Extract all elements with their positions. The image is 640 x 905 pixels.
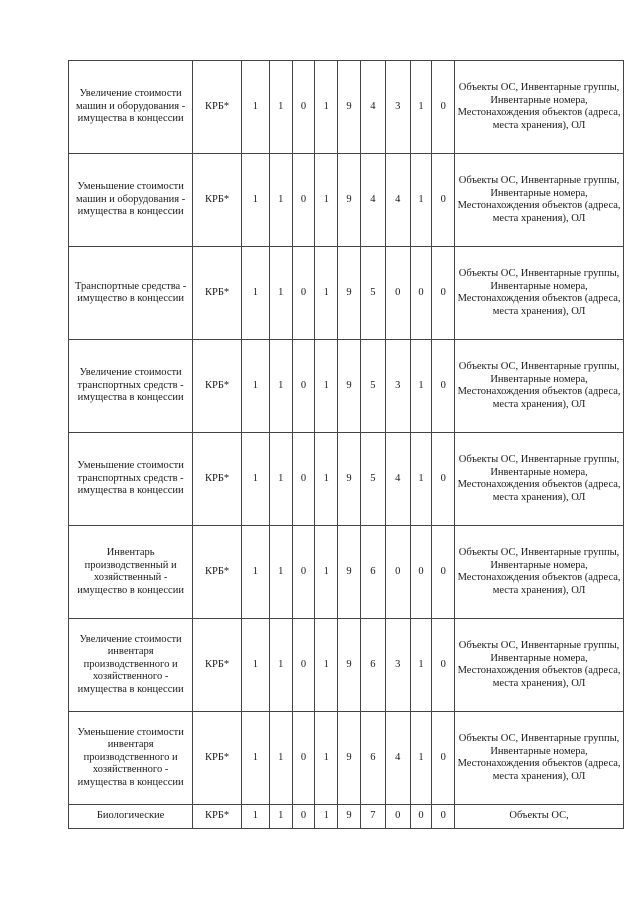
account-digit-cell: 1 (315, 526, 338, 619)
account-code-cell: КРБ* (193, 526, 242, 619)
account-digit-cell: 1 (315, 340, 338, 433)
analytics-note-cell: Объекты ОС, Инвентарные группы, Инвентарные номера, Местонахождения объектов (адреса, места хранения), ОЛ (455, 526, 624, 619)
table-row (69, 712, 624, 805)
account-digit-cell: 9 (338, 61, 361, 154)
table-row (69, 619, 624, 712)
account-digit-cell: 9 (338, 433, 361, 526)
account-digit-cell: 0 (432, 433, 455, 526)
account-digit-cell: 1 (315, 433, 338, 526)
account-digit-cell: 0 (385, 526, 410, 619)
account-digit-cell: 1 (410, 433, 432, 526)
account-digit-cell: 0 (432, 247, 455, 340)
account-digit-cell: 1 (269, 247, 292, 340)
account-digit-cell: 1 (269, 712, 292, 805)
account-digit-cell: 0 (292, 712, 315, 805)
account-name-cell: Уменьшение стоимости машин и оборудования - имущества в концессии (69, 154, 193, 247)
account-digit-cell: 4 (385, 154, 410, 247)
account-digit-cell: 0 (432, 619, 455, 712)
account-digit-cell: 0 (385, 247, 410, 340)
table-body (69, 61, 624, 829)
account-digit-cell: 3 (385, 619, 410, 712)
account-digit-cell: 1 (269, 340, 292, 433)
table-row (69, 247, 624, 340)
account-digit-cell: 9 (338, 247, 361, 340)
analytics-note-cell: Объекты ОС, Инвентарные группы, Инвентарные номера, Местонахождения объектов (адреса, места хранения), ОЛ (455, 154, 624, 247)
account-digit-cell: 1 (315, 712, 338, 805)
account-digit-cell: 6 (360, 526, 385, 619)
table-row (69, 526, 624, 619)
account-digit-cell: 1 (241, 526, 269, 619)
account-digit-cell: 1 (410, 340, 432, 433)
account-digit-cell: 0 (292, 526, 315, 619)
account-digit-cell: 1 (241, 61, 269, 154)
account-digit-cell: 0 (432, 526, 455, 619)
account-digit-cell: 0 (385, 805, 410, 829)
account-digit-cell: 0 (432, 712, 455, 805)
account-digit-cell: 9 (338, 712, 361, 805)
account-name-cell: Увеличение стоимости инвентаря производственного и хозяйственного - имущества в концессии (69, 619, 193, 712)
account-name-cell: Уменьшение стоимости транспортных средств - имущества в концессии (69, 433, 193, 526)
account-digit-cell: 1 (410, 61, 432, 154)
account-digit-cell: 9 (338, 154, 361, 247)
account-digit-cell: 0 (292, 433, 315, 526)
account-name-cell: Увеличение стоимости транспортных средств - имущества в концессии (69, 340, 193, 433)
account-name-cell: Инвентарь производственный и хозяйственный - имущество в концессии (69, 526, 193, 619)
account-digit-cell: 0 (410, 247, 432, 340)
account-digit-cell: 5 (360, 247, 385, 340)
analytics-note-cell: Объекты ОС, Инвентарные группы, Инвентарные номера, Местонахождения объектов (адреса, места хранения), ОЛ (455, 340, 624, 433)
account-digit-cell: 1 (241, 805, 269, 829)
account-digit-cell: 1 (315, 154, 338, 247)
account-digit-cell: 1 (315, 805, 338, 829)
account-digit-cell: 1 (241, 433, 269, 526)
account-name-cell: Биологические (69, 805, 193, 829)
account-digit-cell: 6 (360, 712, 385, 805)
account-code-cell: КРБ* (193, 61, 242, 154)
account-digit-cell: 1 (241, 154, 269, 247)
analytics-note-cell: Объекты ОС, Инвентарные группы, Инвентарные номера, Местонахождения объектов (адреса, места хранения), ОЛ (455, 433, 624, 526)
account-digit-cell: 1 (241, 619, 269, 712)
account-digit-cell: 1 (241, 247, 269, 340)
account-digit-cell: 9 (338, 526, 361, 619)
account-digit-cell: 0 (432, 805, 455, 829)
account-code-cell: КРБ* (193, 712, 242, 805)
account-digit-cell: 1 (269, 619, 292, 712)
account-digit-cell: 0 (432, 340, 455, 433)
account-digit-cell: 1 (269, 433, 292, 526)
account-digit-cell: 3 (385, 340, 410, 433)
account-digit-cell: 4 (385, 433, 410, 526)
account-digit-cell: 1 (410, 712, 432, 805)
account-digit-cell: 1 (315, 247, 338, 340)
account-code-cell: КРБ* (193, 619, 242, 712)
analytics-note-cell: Объекты ОС, Инвентарные группы, Инвентарные номера, Местонахождения объектов (адреса, места хранения), ОЛ (455, 619, 624, 712)
account-digit-cell: 0 (410, 526, 432, 619)
account-code-cell: КРБ* (193, 805, 242, 829)
account-digit-cell: 1 (241, 712, 269, 805)
account-digit-cell: 1 (269, 61, 292, 154)
account-digit-cell: 1 (269, 805, 292, 829)
account-digit-cell: 4 (360, 61, 385, 154)
account-digit-cell: 9 (338, 805, 361, 829)
account-digit-cell: 1 (269, 154, 292, 247)
account-code-cell: КРБ* (193, 154, 242, 247)
account-digit-cell: 0 (410, 805, 432, 829)
account-digit-cell: 1 (269, 526, 292, 619)
account-digit-cell: 1 (410, 619, 432, 712)
account-digit-cell: 1 (315, 61, 338, 154)
account-digit-cell: 0 (292, 154, 315, 247)
account-digit-cell: 4 (385, 712, 410, 805)
account-name-cell: Уменьшение стоимости инвентаря производственного и хозяйственного - имущества в концессии (69, 712, 193, 805)
accounts-table (68, 60, 624, 829)
account-code-cell: КРБ* (193, 340, 242, 433)
account-digit-cell: 5 (360, 433, 385, 526)
account-digit-cell: 1 (410, 154, 432, 247)
account-digit-cell: 3 (385, 61, 410, 154)
account-digit-cell: 7 (360, 805, 385, 829)
table-row (69, 805, 624, 829)
table-row (69, 61, 624, 154)
account-digit-cell: 0 (292, 61, 315, 154)
analytics-note-cell: Объекты ОС, Инвентарные группы, Инвентарные номера, Местонахождения объектов (адреса, места хранения), ОЛ (455, 61, 624, 154)
account-name-cell: Транспортные средства - имущество в концессии (69, 247, 193, 340)
table-row (69, 433, 624, 526)
account-digit-cell: 0 (292, 805, 315, 829)
account-digit-cell: 6 (360, 619, 385, 712)
analytics-note-cell: Объекты ОС, (455, 805, 624, 829)
account-code-cell: КРБ* (193, 433, 242, 526)
table-row (69, 154, 624, 247)
account-digit-cell: 0 (292, 619, 315, 712)
account-digit-cell: 5 (360, 340, 385, 433)
account-digit-cell: 0 (292, 340, 315, 433)
table-row (69, 340, 624, 433)
account-digit-cell: 4 (360, 154, 385, 247)
account-digit-cell: 9 (338, 340, 361, 433)
account-digit-cell: 1 (315, 619, 338, 712)
account-digit-cell: 0 (432, 154, 455, 247)
account-digit-cell: 9 (338, 619, 361, 712)
account-digit-cell: 1 (241, 340, 269, 433)
account-name-cell: Увеличение стоимости машин и оборудования - имущества в концессии (69, 61, 193, 154)
account-digit-cell: 0 (432, 61, 455, 154)
analytics-note-cell: Объекты ОС, Инвентарные группы, Инвентарные номера, Местонахождения объектов (адреса, места хранения), ОЛ (455, 247, 624, 340)
account-digit-cell: 0 (292, 247, 315, 340)
analytics-note-cell: Объекты ОС, Инвентарные группы, Инвентарные номера, Местонахождения объектов (адреса, места хранения), ОЛ (455, 712, 624, 805)
account-code-cell: КРБ* (193, 247, 242, 340)
